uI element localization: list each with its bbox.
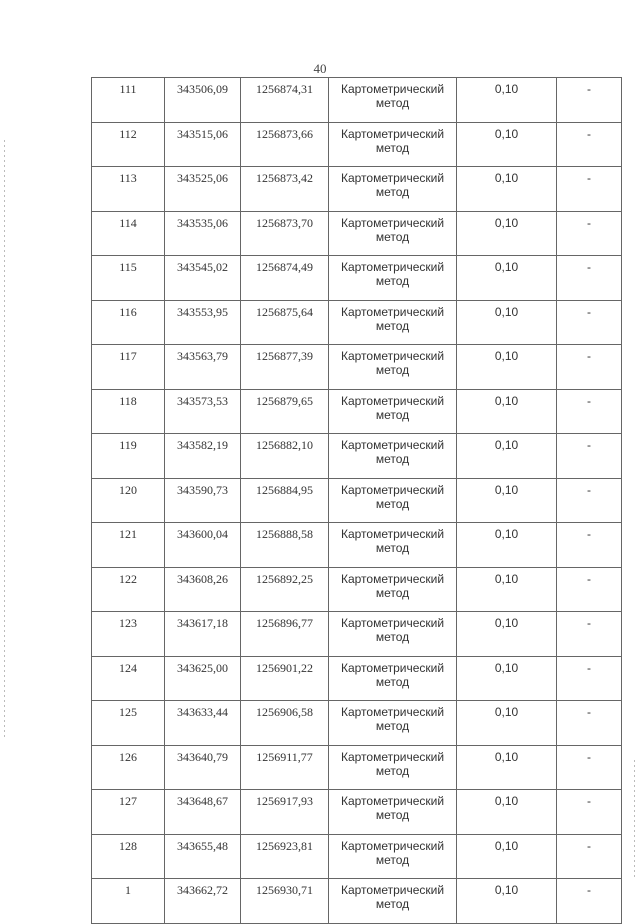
accuracy-cell: 0,10	[457, 345, 557, 390]
accuracy-cell: 0,10	[457, 167, 557, 212]
x-coordinate-cell: 343553,95	[165, 300, 241, 345]
x-coordinate-cell: 343506,09	[165, 78, 241, 123]
y-coordinate-cell: 1256906,58	[241, 701, 329, 746]
method-cell	[329, 745, 457, 790]
x-coordinate-cell: 343640,79	[165, 745, 241, 790]
method-label-line1: Картометрический	[340, 838, 445, 853]
y-coordinate-cell: 1256896,77	[241, 612, 329, 657]
table-row	[92, 78, 622, 123]
table-row	[92, 300, 622, 345]
point-number-cell: 114	[92, 211, 165, 256]
accuracy-cell: 0,10	[457, 523, 557, 568]
description-cell: -	[557, 701, 622, 746]
method-label-line1: Картометрический	[340, 349, 445, 363]
method-label-line2: метод	[375, 229, 410, 244]
method-cell	[329, 211, 457, 256]
accuracy-cell: 0,10	[457, 834, 557, 879]
x-coordinate-cell: 343617,18	[165, 612, 241, 657]
point-number-cell: 127	[92, 790, 165, 835]
y-coordinate-cell: 1256923,81	[241, 834, 329, 879]
accuracy-cell: 0,10	[457, 790, 557, 835]
coordinates-table	[91, 77, 622, 924]
x-coordinate-cell: 343633,44	[165, 701, 241, 746]
y-coordinate-cell: 1256892,25	[241, 567, 329, 612]
y-coordinate-cell: 1256874,31	[241, 78, 329, 123]
method-label-line2: метод	[375, 674, 410, 689]
method-label-line1: Картометрический	[340, 660, 445, 675]
description-cell: -	[557, 612, 622, 657]
x-coordinate-cell: 343608,26	[165, 567, 241, 612]
point-number-cell: 121	[92, 523, 165, 568]
method-label-line2: метод	[375, 897, 410, 911]
method-label-line1: Картометрический	[340, 571, 445, 586]
point-number-cell: 123	[92, 612, 165, 657]
table-row	[92, 167, 622, 212]
x-coordinate-cell: 343515,06	[165, 122, 241, 167]
method-label-line1: Картометрический	[340, 82, 445, 96]
accuracy-cell: 0,10	[457, 879, 557, 924]
method-label-line2: метод	[375, 852, 410, 867]
method-label-line2: метод	[375, 140, 410, 155]
description-cell: -	[557, 389, 622, 434]
accuracy-cell: 0,10	[457, 256, 557, 301]
accuracy-cell: 0,10	[457, 78, 557, 123]
description-cell: -	[557, 879, 622, 924]
x-coordinate-cell: 343525,06	[165, 167, 241, 212]
y-coordinate-cell: 1256911,77	[241, 745, 329, 790]
method-label-line2: метод	[375, 363, 410, 377]
description-cell: -	[557, 790, 622, 835]
y-coordinate-cell: 1256917,93	[241, 790, 329, 835]
table-row	[92, 834, 622, 879]
table-row	[92, 434, 622, 479]
table-row	[92, 790, 622, 835]
accuracy-cell: 0,10	[457, 478, 557, 523]
point-number-cell: 120	[92, 478, 165, 523]
method-label-line1: Картометрический	[340, 749, 445, 764]
y-coordinate-cell: 1256901,22	[241, 656, 329, 701]
method-cell	[329, 300, 457, 345]
x-coordinate-cell: 343625,00	[165, 656, 241, 701]
page-number: 40	[313, 61, 327, 76]
description-cell: -	[557, 478, 622, 523]
y-coordinate-cell: 1256873,66	[241, 122, 329, 167]
point-number-cell: 1	[92, 879, 165, 924]
y-coordinate-cell: 1256930,71	[241, 879, 329, 924]
description-cell: -	[557, 434, 622, 479]
accuracy-cell: 0,10	[457, 612, 557, 657]
method-label-line2: метод	[375, 185, 410, 199]
description-cell: -	[557, 122, 622, 167]
table-row	[92, 612, 622, 657]
method-cell	[329, 122, 457, 167]
x-coordinate-cell: 343590,73	[165, 478, 241, 523]
x-coordinate-cell: 343582,19	[165, 434, 241, 479]
table-row	[92, 879, 622, 924]
point-number-cell: 119	[92, 434, 165, 479]
method-cell	[329, 567, 457, 612]
method-label-line2: метод	[375, 452, 410, 466]
method-label-line2: метод	[375, 318, 410, 333]
description-cell: -	[557, 523, 622, 568]
y-coordinate-cell: 1256877,39	[241, 345, 329, 390]
point-number-cell: 126	[92, 745, 165, 790]
method-label-line2: метод	[375, 407, 410, 422]
method-cell	[329, 523, 457, 568]
x-coordinate-cell: 343563,79	[165, 345, 241, 390]
point-number-cell: 128	[92, 834, 165, 879]
method-cell	[329, 612, 457, 657]
accuracy-cell: 0,10	[457, 211, 557, 256]
method-label-line1: Картометрический	[340, 616, 445, 630]
method-label-line1: Картометрический	[340, 482, 445, 497]
accuracy-cell: 0,10	[457, 300, 557, 345]
table-row	[92, 523, 622, 568]
table-row	[92, 389, 622, 434]
x-coordinate-cell: 343655,48	[165, 834, 241, 879]
point-number-cell: 118	[92, 389, 165, 434]
table-row	[92, 256, 622, 301]
y-coordinate-cell: 1256875,64	[241, 300, 329, 345]
y-coordinate-cell: 1256882,10	[241, 434, 329, 479]
table-row	[92, 656, 622, 701]
point-number-cell: 122	[92, 567, 165, 612]
x-coordinate-cell: 343600,04	[165, 523, 241, 568]
accuracy-cell: 0,10	[457, 122, 557, 167]
y-coordinate-cell: 1256888,58	[241, 523, 329, 568]
point-number-cell: 125	[92, 701, 165, 746]
description-cell: -	[557, 345, 622, 390]
x-coordinate-cell: 343573,53	[165, 389, 241, 434]
method-label-line1: Картометрический	[340, 304, 445, 319]
method-label-line2: метод	[375, 719, 410, 733]
method-cell	[329, 434, 457, 479]
point-number-cell: 117	[92, 345, 165, 390]
x-coordinate-cell: 343648,67	[165, 790, 241, 835]
accuracy-cell: 0,10	[457, 656, 557, 701]
accuracy-cell: 0,10	[457, 567, 557, 612]
method-label-line1: Картометрический	[340, 794, 445, 808]
method-label-line2: метод	[375, 541, 410, 555]
accuracy-cell: 0,10	[457, 434, 557, 479]
method-label-line1: Картометрический	[340, 883, 445, 897]
table-row	[92, 122, 622, 167]
y-coordinate-cell: 1256879,65	[241, 389, 329, 434]
accuracy-cell: 0,10	[457, 389, 557, 434]
scan-margin-left	[4, 140, 5, 740]
table-row	[92, 478, 622, 523]
accuracy-cell: 0,10	[457, 701, 557, 746]
method-label-line2: метод	[375, 763, 410, 778]
table-row	[92, 211, 622, 256]
method-cell	[329, 389, 457, 434]
description-cell: -	[557, 745, 622, 790]
method-cell	[329, 879, 457, 924]
method-cell	[329, 78, 457, 123]
table-row	[92, 345, 622, 390]
description-cell: -	[557, 567, 622, 612]
method-cell	[329, 256, 457, 301]
method-label-line1: Картометрический	[340, 705, 445, 719]
method-label-line2: метод	[375, 96, 410, 110]
point-number-cell: 111	[92, 78, 165, 123]
method-label-line1: Картометрический	[340, 126, 445, 141]
table-row	[92, 567, 622, 612]
point-number-cell: 124	[92, 656, 165, 701]
table-row	[92, 701, 622, 746]
y-coordinate-cell: 1256873,42	[241, 167, 329, 212]
y-coordinate-cell: 1256884,95	[241, 478, 329, 523]
x-coordinate-cell: 343535,06	[165, 211, 241, 256]
y-coordinate-cell: 1256874,49	[241, 256, 329, 301]
x-coordinate-cell: 343662,72	[165, 879, 241, 924]
method-label-line2: метод	[375, 274, 410, 288]
point-number-cell: 115	[92, 256, 165, 301]
table-row	[92, 745, 622, 790]
description-cell: -	[557, 834, 622, 879]
description-cell: -	[557, 656, 622, 701]
method-label-line1: Картометрический	[340, 215, 445, 230]
method-label-line2: метод	[375, 496, 410, 511]
point-number-cell: 116	[92, 300, 165, 345]
table-body	[92, 78, 622, 924]
accuracy-cell: 0,10	[457, 745, 557, 790]
scan-margin-right	[634, 760, 635, 880]
description-cell: -	[557, 78, 622, 123]
method-label-line1: Картометрический	[340, 260, 445, 274]
method-cell	[329, 167, 457, 212]
method-label-line1: Картометрический	[340, 393, 445, 408]
method-cell	[329, 701, 457, 746]
description-cell: -	[557, 211, 622, 256]
x-coordinate-cell: 343545,02	[165, 256, 241, 301]
method-label-line2: метод	[375, 808, 410, 822]
method-cell	[329, 656, 457, 701]
method-label-line2: метод	[375, 630, 410, 644]
method-label-line1: Картометрический	[340, 438, 445, 452]
method-cell	[329, 345, 457, 390]
method-cell	[329, 834, 457, 879]
description-cell: -	[557, 300, 622, 345]
description-cell: -	[557, 256, 622, 301]
method-label-line1: Картометрический	[340, 171, 445, 185]
method-label-line1: Картометрический	[340, 527, 445, 541]
point-number-cell: 112	[92, 122, 165, 167]
y-coordinate-cell: 1256873,70	[241, 211, 329, 256]
point-number-cell: 113	[92, 167, 165, 212]
description-cell: -	[557, 167, 622, 212]
method-cell	[329, 478, 457, 523]
method-label-line2: метод	[375, 585, 410, 600]
method-cell	[329, 790, 457, 835]
